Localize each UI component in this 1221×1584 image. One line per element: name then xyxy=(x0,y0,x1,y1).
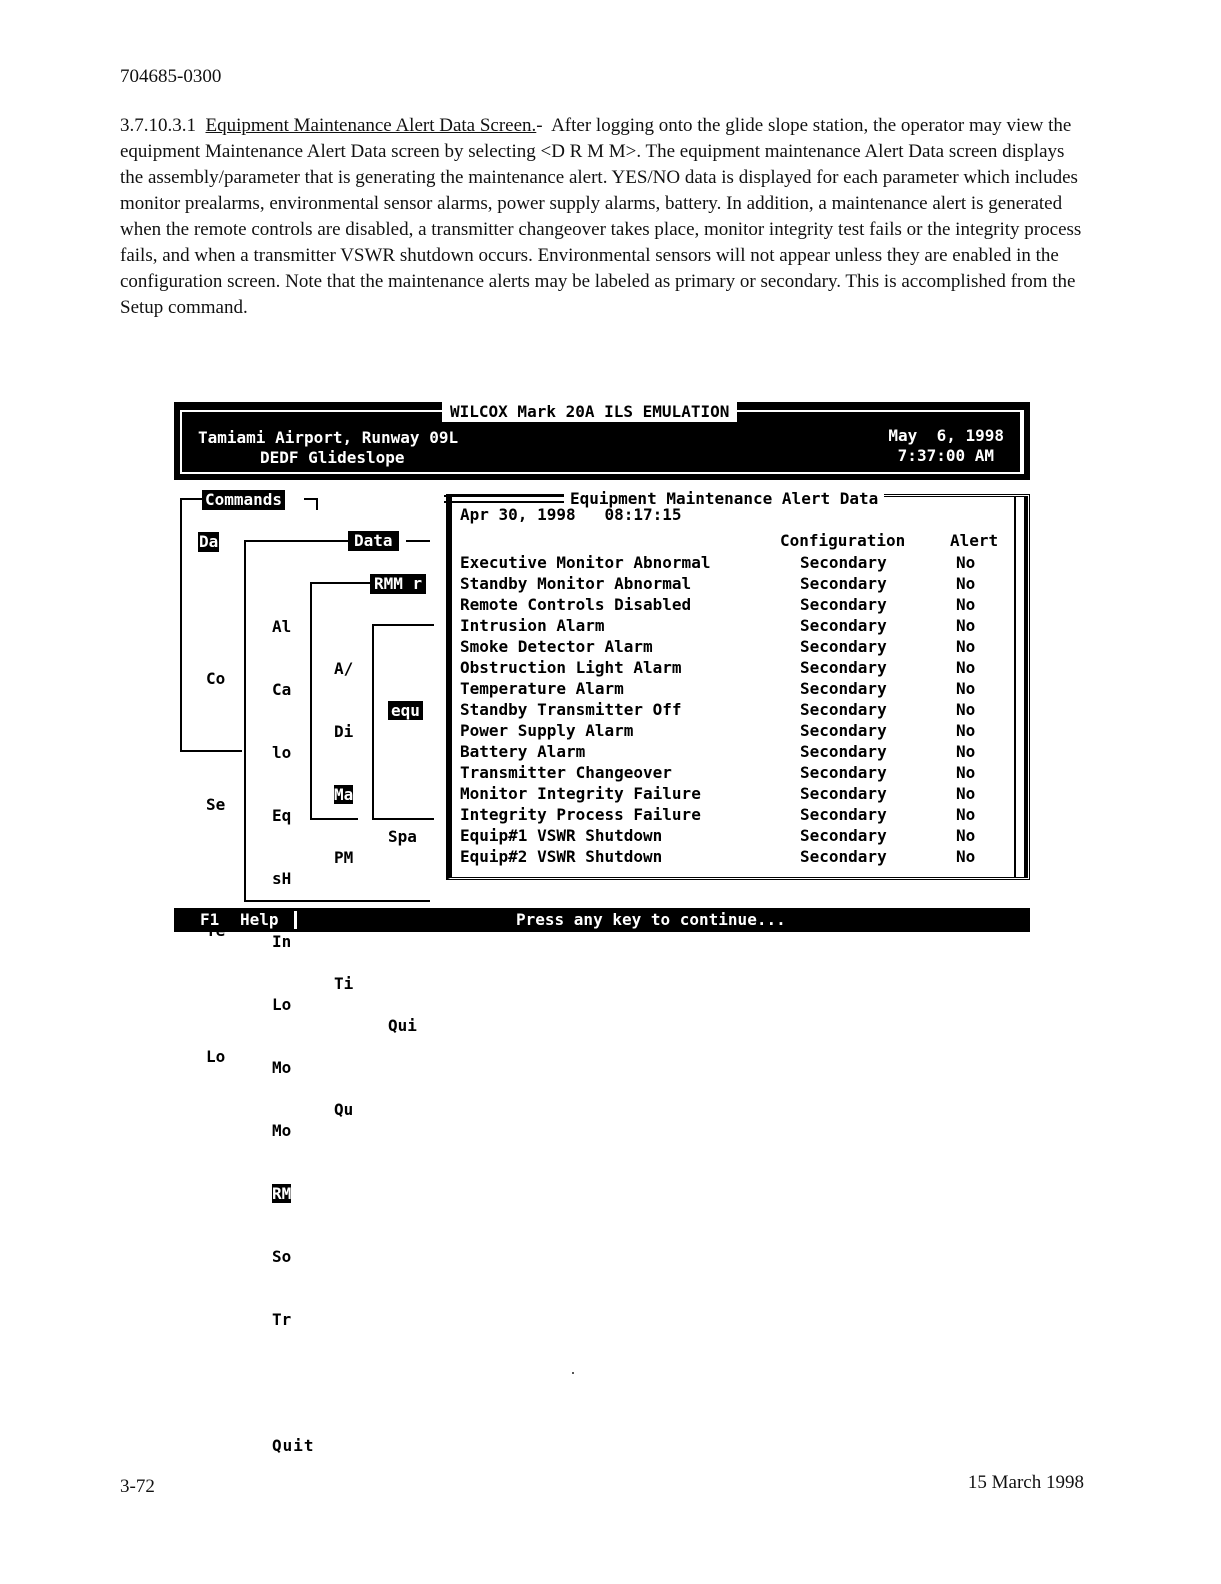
location-text: Tamiami Airport, Runway 09L xyxy=(198,428,459,447)
alert-row xyxy=(460,721,1020,742)
menu2-selected[interactable]: RM xyxy=(272,1184,292,1203)
data-menu-title: Data xyxy=(348,531,399,551)
alert-row xyxy=(460,826,1020,847)
menu3-selected[interactable]: Ma xyxy=(334,785,354,804)
section-body: After logging onto the glide slope station, the operator may view the equipment Maintenance Alert Data screen by selecting <D R M M>. The equipment maintenance Alert Data screen displays the assembly/parameter that is generating the maintenance alert. YES/NO data is displayed for each parameter which includes monitor prealarms, environmental sensor alarms, power supply alarms, battery. In addition, a maintenance alert is generated when the remote controls are disabled, a transmitter changeover takes place, monitor integrity test fails or the integrity process fails, and when a transmitter VSWR shutdown occurs. Environmental sensors will not appear unless they are enabled in the configuration screen. Note that the maintenance alerts may be labeled as primary or secondary. This is accomplished from the Setup command. xyxy=(120,115,1082,318)
alert-status-value: No xyxy=(956,616,976,635)
menu3-item[interactable]: Ti xyxy=(334,974,354,993)
menu2-item[interactable]: sH xyxy=(272,869,292,888)
document-id: 704685-0300 xyxy=(120,66,222,87)
alert-configuration-value: Secondary xyxy=(800,763,887,782)
menu3-item[interactable]: PM xyxy=(334,848,354,867)
alert-parameter-name: Integrity Process Failure xyxy=(460,805,701,824)
alert-row xyxy=(460,637,1020,658)
alert-row xyxy=(460,700,1020,721)
alert-status-value: No xyxy=(956,721,976,740)
section-heading: Equipment Maintenance Alert Data Screen. xyxy=(205,115,537,136)
alert-status-value: No xyxy=(956,700,976,719)
alert-status-value: No xyxy=(956,595,976,614)
alert-data-window xyxy=(446,489,1030,880)
menu3-item[interactable]: A/ xyxy=(334,659,354,678)
column-header-alert: Alert xyxy=(950,531,999,550)
alert-configuration-value: Secondary xyxy=(800,574,887,593)
menu1-item[interactable]: Se xyxy=(206,795,226,814)
alert-parameter-name: Standby Transmitter Off xyxy=(460,700,682,719)
section-paragraph xyxy=(120,113,1088,321)
alert-row xyxy=(460,553,1020,574)
alert-configuration-value: Secondary xyxy=(800,637,887,656)
alert-parameter-name: Obstruction Light Alarm xyxy=(460,658,682,677)
section-dash: - xyxy=(536,115,543,136)
alert-configuration-value: Secondary xyxy=(800,679,887,698)
status-message: Press any key to continue... xyxy=(516,910,786,929)
menu1-item[interactable]: Co xyxy=(206,669,226,688)
menu2-item[interactable]: Mo xyxy=(272,1058,292,1077)
menu4-items xyxy=(388,658,427,1078)
alert-row xyxy=(460,742,1020,763)
menu2-item[interactable]: Lo xyxy=(272,995,292,1014)
menu2-item[interactable]: Tr xyxy=(272,1310,292,1329)
alert-parameter-name: Monitor Integrity Failure xyxy=(460,784,701,803)
menu2-item[interactable]: lo xyxy=(272,743,292,762)
alert-configuration-value: Secondary xyxy=(800,847,887,866)
alert-timestamp: Apr 30, 1998 08:17:15 xyxy=(460,505,682,524)
alert-configuration-value: Secondary xyxy=(800,616,887,635)
alert-parameter-name: Executive Monitor Abnormal xyxy=(460,553,711,572)
alert-window-title: Equipment Maintenance Alert Data xyxy=(564,489,884,509)
header-time: 7:37:00 AM xyxy=(897,446,994,465)
alert-configuration-value: Secondary xyxy=(800,658,887,677)
station-text: DEDF Glideslope xyxy=(260,448,405,467)
alert-status-value: No xyxy=(956,679,976,698)
alert-parameter-name: Equip#2 VSWR Shutdown xyxy=(460,847,663,866)
menu4-selected[interactable]: equ xyxy=(388,701,423,720)
menu1-selected[interactable]: Da xyxy=(199,532,219,551)
page-number: 3-72 xyxy=(120,1476,155,1497)
alert-parameter-name: Intrusion Alarm xyxy=(460,616,605,635)
alert-status-value: No xyxy=(956,658,976,677)
alert-status-value: No xyxy=(956,805,976,824)
alert-configuration-value: Secondary xyxy=(800,700,887,719)
menu4-quit[interactable]: Qui xyxy=(388,1016,417,1035)
alert-configuration-value: Secondary xyxy=(800,805,887,824)
alert-status-value: No xyxy=(956,553,976,572)
rmm-menu-title: RMM r xyxy=(370,574,426,594)
alert-status-value: No xyxy=(956,742,976,761)
alert-row xyxy=(460,658,1020,679)
menu2-item[interactable]: So xyxy=(272,1247,292,1266)
alert-status-value: No xyxy=(956,763,976,782)
help-label[interactable]: Help xyxy=(240,910,279,929)
f1-key[interactable]: F1 xyxy=(200,910,220,929)
alert-row xyxy=(460,679,1020,700)
menu4-item[interactable]: Spa xyxy=(388,827,417,846)
terminal-screenshot xyxy=(174,402,1030,1455)
alert-row xyxy=(460,805,1020,826)
commands-title: Commands xyxy=(202,490,285,510)
alert-row xyxy=(460,595,1020,616)
menu1-items xyxy=(206,574,245,1162)
alert-status-value: No xyxy=(956,637,976,656)
header-date: May 6, 1998 xyxy=(888,426,1004,445)
menu1-item[interactable]: Lo xyxy=(206,1047,226,1066)
footer-date: 15 March 1998 xyxy=(967,1472,1084,1493)
menu3-quit[interactable]: Qu xyxy=(334,1100,354,1119)
alert-row xyxy=(460,784,1020,805)
alert-parameter-name: Remote Controls Disabled xyxy=(460,595,692,614)
alert-configuration-value: Secondary xyxy=(800,826,887,845)
alert-parameter-name: Power Supply Alarm xyxy=(460,721,634,740)
menu2-item[interactable]: Eq xyxy=(272,806,292,825)
section-number: 3.7.10.3.1 xyxy=(120,115,196,136)
alert-parameter-name: Temperature Alarm xyxy=(460,679,624,698)
alert-configuration-value: Secondary xyxy=(800,721,887,740)
alert-status-value: No xyxy=(956,784,976,803)
alert-configuration-value: Secondary xyxy=(800,595,887,614)
alert-row xyxy=(460,616,1020,637)
alert-row xyxy=(460,763,1020,784)
menu2-item[interactable]: Mo xyxy=(272,1121,292,1140)
menu2-item[interactable]: In xyxy=(272,932,292,951)
alert-status-value: No xyxy=(956,574,976,593)
alert-parameter-name: Standby Monitor Abnormal xyxy=(460,574,692,593)
alert-row xyxy=(460,574,1020,595)
alert-parameter-name: Transmitter Changeover xyxy=(460,763,672,782)
alert-status-value: No xyxy=(956,826,976,845)
alert-configuration-value: Secondary xyxy=(800,784,887,803)
page-speck xyxy=(572,1372,574,1374)
alert-status-value: No xyxy=(956,847,976,866)
alert-parameter-name: Battery Alarm xyxy=(460,742,586,761)
app-title: WILCOX Mark 20A ILS EMULATION xyxy=(442,402,737,422)
alert-parameter-name: Equip#1 VSWR Shutdown xyxy=(460,826,663,845)
column-header-configuration: Configuration xyxy=(780,531,906,550)
alert-configuration-value: Secondary xyxy=(800,553,887,572)
alert-configuration-value: Secondary xyxy=(800,742,887,761)
menu2-item[interactable]: Ca xyxy=(272,680,292,699)
menu3-items xyxy=(334,616,373,1162)
menu2-quit[interactable]: Quit xyxy=(272,1436,315,1455)
menu2-item[interactable]: Al xyxy=(272,617,292,636)
status-bar xyxy=(174,908,1030,932)
alert-row xyxy=(460,847,1020,868)
menu2-items xyxy=(272,574,315,1498)
alert-parameter-name: Smoke Detector Alarm xyxy=(460,637,653,656)
menu3-item[interactable]: Di xyxy=(334,722,354,741)
